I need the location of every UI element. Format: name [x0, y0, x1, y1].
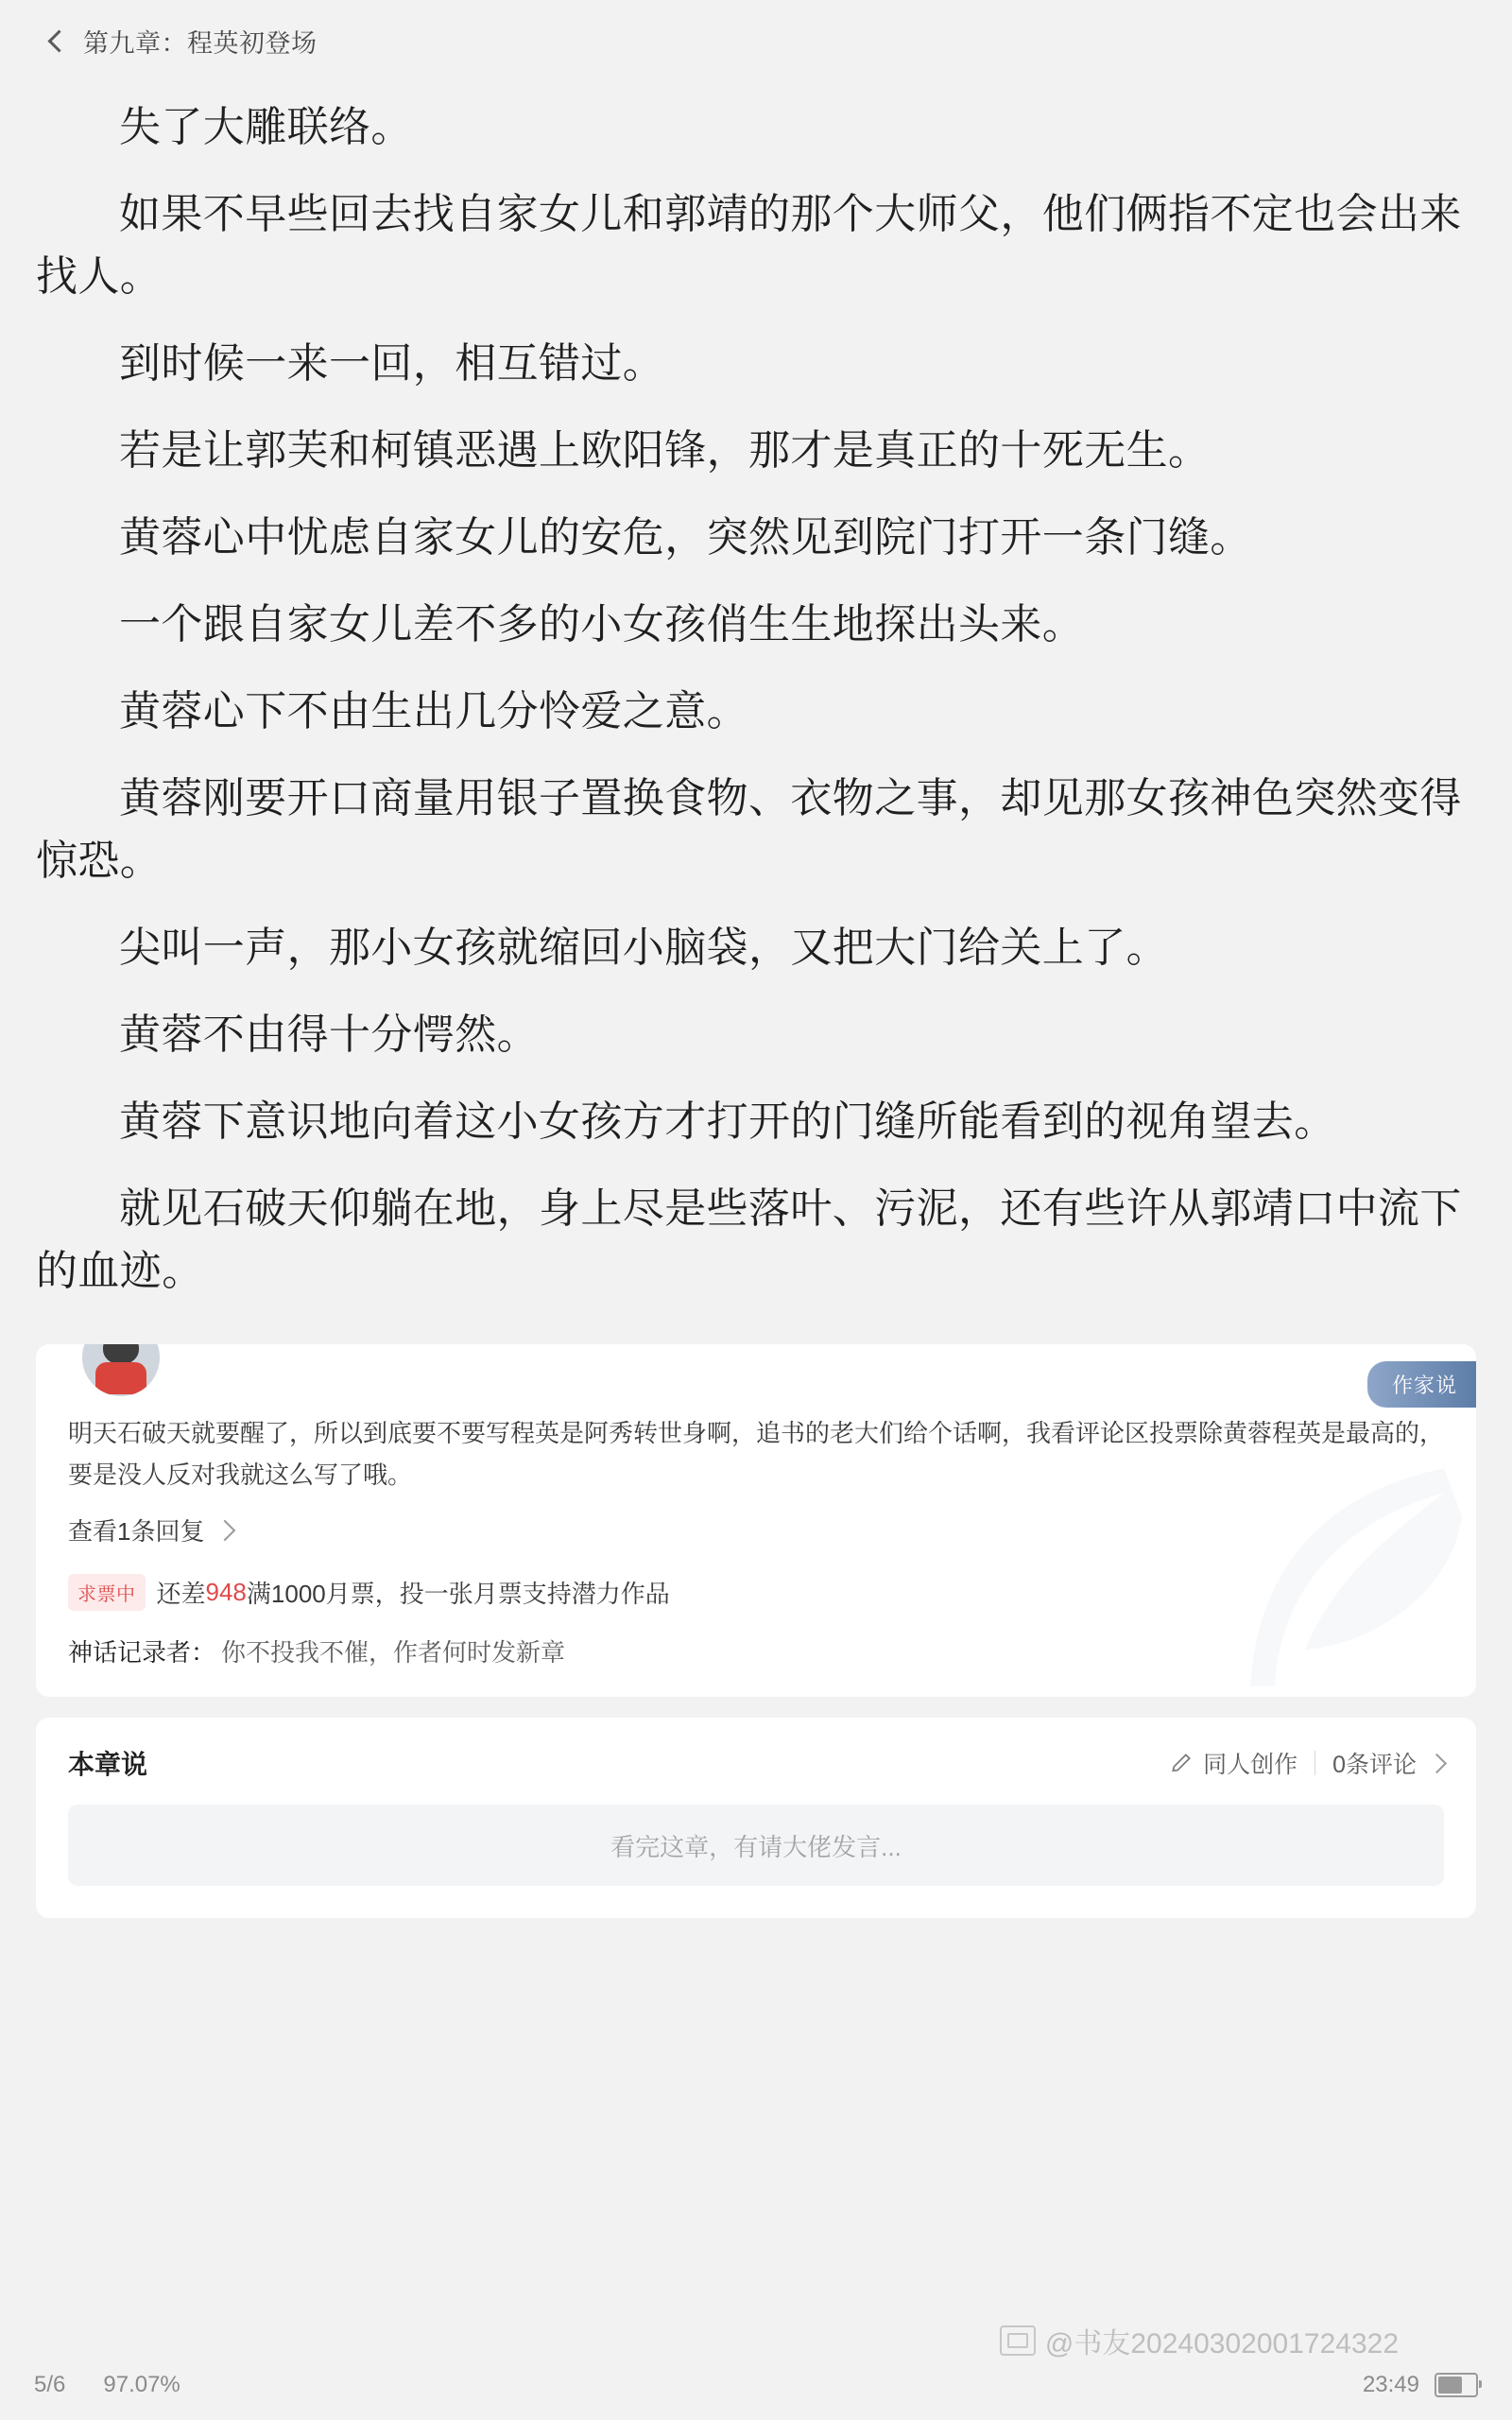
chevron-right-icon [215, 1520, 236, 1542]
divider [1314, 1751, 1315, 1775]
chevron-left-icon[interactable] [45, 30, 66, 51]
monthly-ticket-row[interactable] [68, 1574, 1444, 1611]
comments-header-actions [1169, 1746, 1444, 1780]
watermark-text: @书友20240302001724322 [1044, 2328, 1399, 2360]
page-title: 第九章：程英初登场 [83, 28, 318, 58]
paragraph: 黄蓉心中忧虑自家女儿的安危，突然见到院门打开一条门缝。 [119, 514, 1252, 561]
paragraph: 失了大雕联络。 [119, 104, 413, 150]
battery-icon [1435, 2373, 1478, 2397]
view-replies-label: 查看1条回复 [68, 1517, 205, 1547]
paragraph: 黄蓉刚要开口商量用银子置换食物、衣物之事，却见那女孩神色突然变得惊恐。 [36, 775, 1462, 884]
paragraph: 如果不早些回去找自家女儿和郭靖的那个大师父，他们俩指不定也会出来找人。 [36, 191, 1462, 300]
footer-status-bar [0, 2350, 1512, 2420]
top-bar [0, 0, 1512, 81]
author-message: 明天石破天就要醒了，所以到底要不要写程英是阿秀转世身啊，追书的老大们给个话啊，我看评论区投票除黄蓉程英是最高的，要是没人反对我就这么写了哦。 [68, 1419, 1445, 1490]
paragraph: 黄蓉心下不由生出几分怜爱之意。 [119, 688, 748, 735]
chapter-comments-card [36, 1718, 1476, 1918]
ticket-text-after: 满1000月票，投一张月票支持潜力作品 [246, 1580, 670, 1609]
paragraph: 到时候一来一回，相互错过。 [119, 340, 665, 387]
paragraph: 黄蓉下意识地向着这小女孩方才打开的门缝所能看到的视角望去。 [119, 1098, 1336, 1145]
fanwork-link[interactable]: 同人创作 [1203, 1752, 1298, 1779]
paragraph: 一个跟自家女儿差不多的小女孩俏生生地探出头来。 [119, 601, 1085, 648]
comments-title: 本章说 [68, 1750, 148, 1780]
status-badge: 作家说 [1367, 1361, 1476, 1408]
chapter-content [0, 81, 1512, 1327]
page-indicator: 5/6 [34, 2372, 66, 2397]
paragraph: 若是让郭芙和柯镇恶遇上欧阳锋，那才是真正的十死无生。 [119, 427, 1211, 474]
ticket-text-before: 还差 [156, 1580, 206, 1609]
view-replies-link[interactable] [68, 1512, 1444, 1547]
paragraph: 尖叫一声，那小女孩就缩回小脑袋，又把大门给关上了。 [119, 925, 1168, 971]
chevron-right-icon [1427, 1754, 1447, 1773]
comments-header [68, 1744, 1444, 1782]
ticket-status-badge: 求票中 [68, 1574, 146, 1611]
avatar-body [95, 1362, 146, 1394]
comment-input[interactable]: 看完这章，有请大佬发言... [68, 1805, 1444, 1886]
author-note-card [36, 1344, 1476, 1697]
paragraph: 黄蓉不由得十分愕然。 [119, 1011, 539, 1058]
avatar-head [103, 1344, 139, 1364]
comment-count-label[interactable]: 0条评论 [1332, 1752, 1417, 1779]
clock: 23:49 [1362, 2372, 1419, 2397]
paragraph: 就见石破天仰躺在地，身上尽是些落叶、污泥，还有些许从郭靖口中流下的血迹。 [36, 1185, 1462, 1294]
recorder-row [68, 1634, 1444, 1668]
ticket-count: 948 [205, 1578, 247, 1607]
recorder-name: 神话记录者： [68, 1638, 216, 1668]
battery-fill [1438, 2377, 1462, 2394]
progress-indicator: 97.07% [103, 2372, 180, 2397]
pen-icon [1169, 1751, 1194, 1775]
recorder-text: 你不投我不催，作者何时发新章 [221, 1638, 566, 1668]
avatar[interactable] [77, 1344, 164, 1401]
